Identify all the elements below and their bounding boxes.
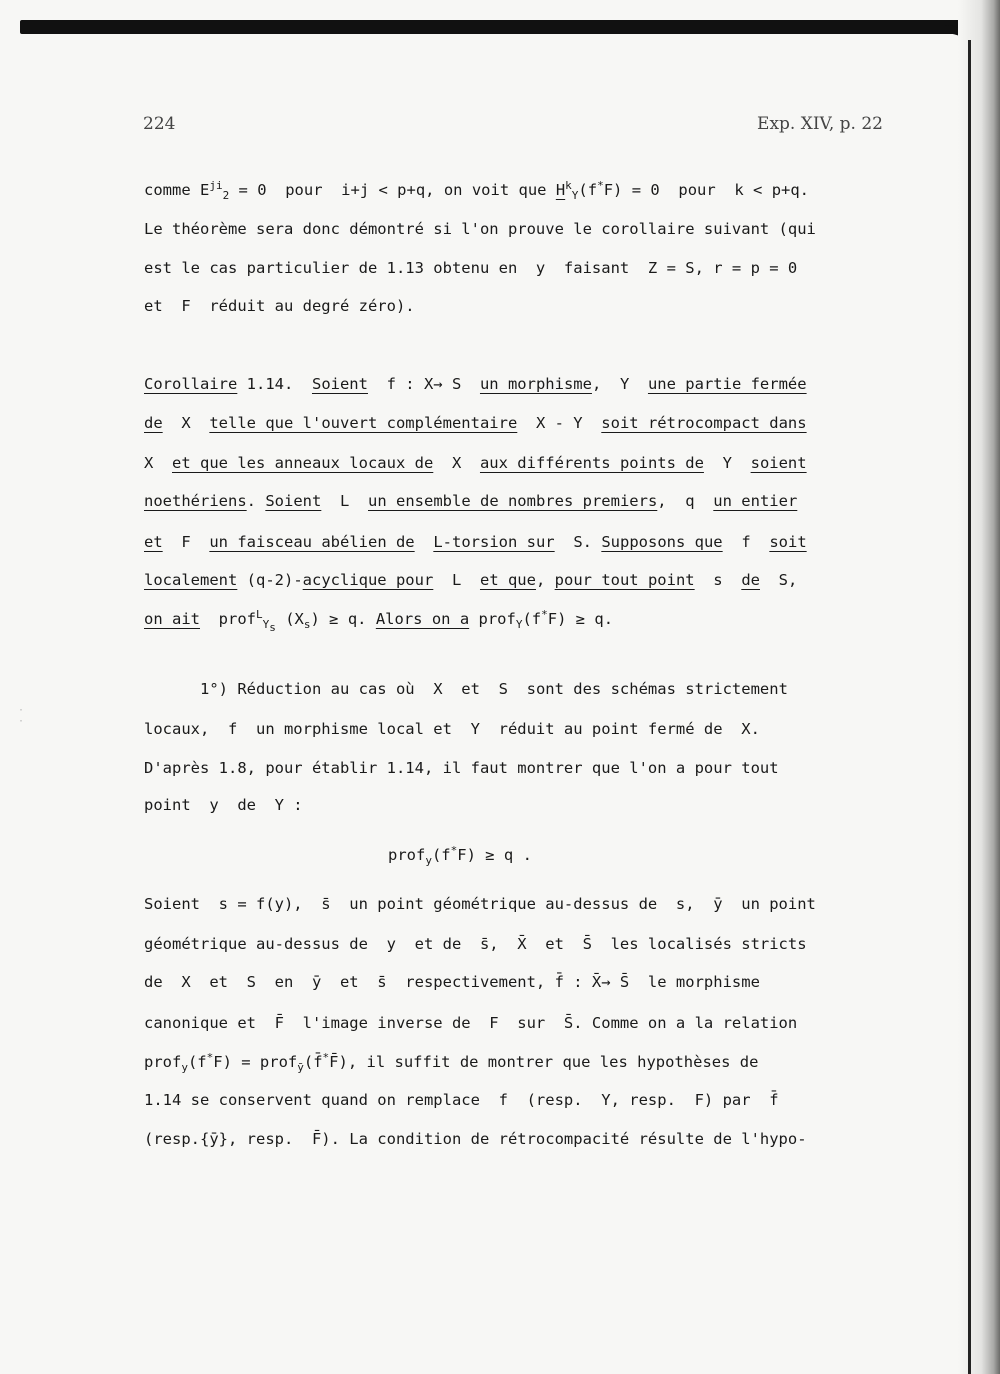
- text-line: (resp.{ȳ}, resp. F̄). La condition de rétrocompacité résulte de l'hypo-: [144, 1130, 807, 1148]
- corollary-line: noethériens. Soient L un ensemble de nombres premiers, q un entier: [144, 492, 798, 510]
- page-number: 224: [143, 114, 176, 134]
- corollary-line: de X telle que l'ouvert complémentaire X - Y soit rétrocompact dans: [144, 414, 807, 432]
- scan-speck: · ·: [18, 705, 25, 727]
- corollary-line: X et que les anneaux locaux de X aux différents points de Y soient: [144, 454, 807, 472]
- corollary-line: localement (q-2)-acyclique pour L et que, pour tout point s de S,: [144, 571, 798, 589]
- corollary-line: et F un faisceau abélien de L-torsion sur S. Supposons que f soit: [144, 533, 807, 551]
- scan-binding-shadow: [958, 0, 1000, 1374]
- scan-top-edge: [20, 20, 965, 34]
- running-head: Exp. XIV, p. 22: [757, 114, 883, 134]
- text-line: 1.14 se conservent quand on remplace f (resp. Y, resp. F) par f̄: [144, 1091, 779, 1109]
- text-line: D'après 1.8, pour établir 1.14, il faut montrer que l'on a pour tout: [144, 759, 779, 777]
- corollary-line: Corollaire 1.14. Soient f : X→ S un morphisme, Y une partie fermée: [144, 375, 807, 393]
- corollary-line: on ait prof$^L_{Y_s}$ $(X_s) \ge q$. Alors on a prof$_Y$(f*F) ≥ q.: [144, 607, 614, 635]
- text-line: de X et S en ȳ et s̄ respectivement, f̄ : X̄→ S̄ le morphisme: [144, 973, 760, 991]
- display-equation: prof$_y$(f*F) ≥ q .: [388, 843, 532, 868]
- text-line: 1°) Réduction au cas où X et S sont des schémas strictement: [200, 680, 788, 698]
- text-line: canonique et F̄ l'image inverse de F sur S̄. Comme on a la relation: [144, 1014, 798, 1032]
- text-line: prof$_y$(f*F) = prof$_ȳ$(f̄*F̄), il suffit de montrer que les hypothèses de: [144, 1050, 759, 1075]
- text-line: Soient s = f(y), s̄ un point géométrique au-dessus de s, ȳ un point: [144, 895, 816, 913]
- text-line: locaux, f un morphisme local et Y réduit au point fermé de X.: [144, 720, 760, 738]
- text-line: est le cas particulier de 1.13 obtenu en y faisant Z = S, r = p = 0: [144, 259, 798, 277]
- text-line: point y de Y :: [144, 796, 303, 814]
- text-line: comme $E^{ji}_2 = 0$ pour i+j < p+q, on voit que $H^k_Y(f^*F) = 0$ pour k < p+q.: [144, 178, 810, 203]
- text-line: Le théorème sera donc démontré si l'on prouve le corollaire suivant (qui: [144, 220, 816, 238]
- text-line: géométrique au-dessus de y et de s̄, X̄ et S̄ les localisés stricts: [144, 935, 807, 953]
- text-line: et F réduit au degré zéro).: [144, 297, 415, 315]
